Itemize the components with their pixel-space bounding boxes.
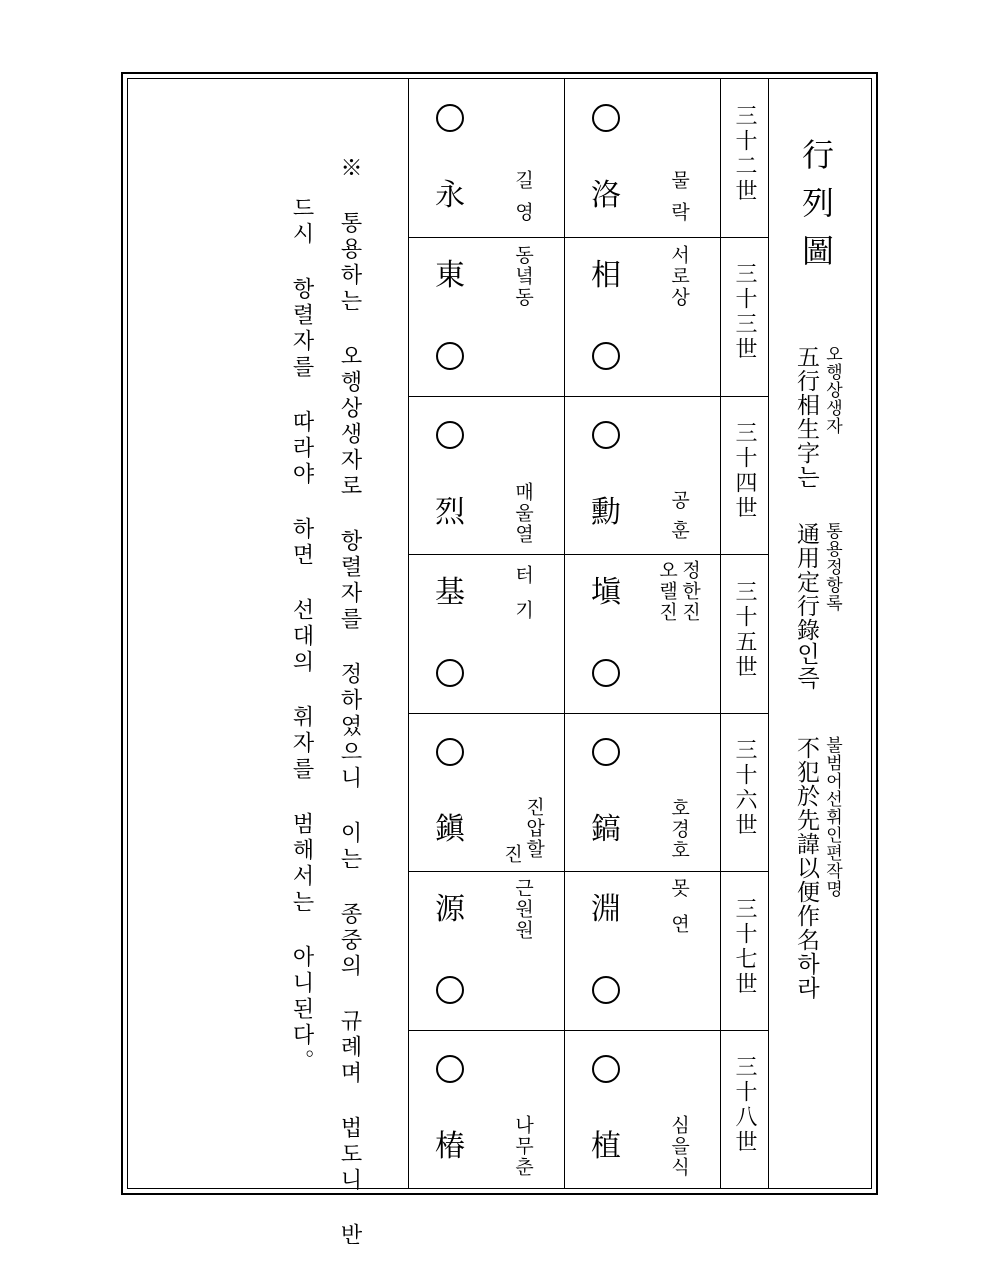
hanja-char: 東 bbox=[435, 258, 465, 293]
hanja-gloss: 락 bbox=[668, 202, 690, 223]
preface-reading: 불범어선휘인편작명 bbox=[822, 736, 842, 898]
empty-circle bbox=[592, 738, 620, 766]
grid-line bbox=[408, 396, 768, 397]
hanja-gloss: 서로상 bbox=[668, 245, 690, 308]
hanja-gloss: 공 bbox=[668, 490, 690, 511]
preface-text: 不犯於先諱以便作名하라 bbox=[793, 736, 819, 1000]
hanja-gloss: 길 bbox=[512, 170, 534, 191]
empty-circle bbox=[436, 659, 464, 687]
generation-label: 三十三世 bbox=[732, 262, 757, 362]
hanja-gloss: 훈 bbox=[668, 520, 690, 541]
empty-circle bbox=[436, 342, 464, 370]
empty-circle bbox=[436, 104, 464, 132]
hanja-gloss: 진 bbox=[501, 844, 523, 865]
hanja-gloss: 기 bbox=[512, 600, 534, 621]
empty-circle bbox=[592, 659, 620, 687]
hanja-char: 塡 bbox=[591, 575, 621, 610]
page-title: 行列圖 bbox=[797, 138, 835, 282]
hanja-gloss: 연 bbox=[668, 914, 690, 935]
grid-line bbox=[768, 79, 769, 1188]
preface-text: 通用定行錄인즉 bbox=[793, 522, 819, 690]
empty-circle bbox=[592, 342, 620, 370]
empty-circle bbox=[436, 738, 464, 766]
hanja-gloss: 심을식 bbox=[668, 1115, 690, 1178]
empty-circle bbox=[436, 421, 464, 449]
empty-circle bbox=[592, 421, 620, 449]
hanja-gloss: 터 bbox=[512, 565, 534, 586]
hanja-gloss: 호경호 bbox=[668, 798, 690, 861]
hanja-gloss: 영 bbox=[512, 202, 534, 223]
grid-line bbox=[564, 79, 565, 1188]
grid-line bbox=[408, 554, 768, 555]
generation-label: 三十六世 bbox=[732, 738, 757, 838]
hanja-gloss: 못 bbox=[668, 878, 690, 899]
generation-label: 三十八世 bbox=[732, 1055, 757, 1155]
preface-reading: 오행상생자 bbox=[822, 345, 842, 435]
hanja-char: 烈 bbox=[435, 495, 465, 530]
hanja-char: 椿 bbox=[435, 1129, 465, 1164]
hanja-char: 基 bbox=[435, 575, 465, 610]
hanja-char: 洛 bbox=[591, 178, 621, 213]
generation-label: 三十七世 bbox=[732, 897, 757, 997]
hanja-gloss: 진압할 bbox=[523, 797, 545, 860]
grid-line bbox=[408, 871, 768, 872]
hanja-char: 相 bbox=[591, 258, 621, 293]
empty-circle bbox=[436, 1055, 464, 1083]
hanja-char: 鎬 bbox=[591, 812, 621, 847]
generation-label: 三十五世 bbox=[732, 580, 757, 680]
hanja-gloss: 나무춘 bbox=[512, 1115, 534, 1178]
grid-line bbox=[408, 79, 409, 1188]
generation-label: 三十四世 bbox=[732, 421, 757, 521]
hanja-gloss: 매울열 bbox=[512, 482, 534, 545]
empty-circle bbox=[592, 1055, 620, 1083]
grid-line bbox=[408, 1030, 768, 1031]
hanja-gloss: 정한진 bbox=[679, 560, 701, 623]
empty-circle bbox=[592, 104, 620, 132]
hanja-char: 永 bbox=[435, 178, 465, 213]
grid-line bbox=[408, 237, 768, 238]
hanja-char: 淵 bbox=[591, 892, 621, 927]
inner-frame bbox=[127, 78, 872, 1189]
hanja-char: 源 bbox=[435, 892, 465, 927]
note-line: ※ 통용하는 오행상생자로 항렬자를 정하였으니 이는 종중의 규례며 법도니 반 bbox=[337, 156, 362, 1249]
grid-line bbox=[408, 713, 768, 714]
generation-label: 三十二世 bbox=[732, 104, 757, 204]
hanja-gloss: 동녘동 bbox=[512, 245, 534, 308]
hanja-gloss: 근원원 bbox=[512, 878, 534, 941]
hanja-char: 鎭 bbox=[435, 812, 465, 847]
note-line: 드시 항렬자를 따라야 하면 선대의 휘자를 범해서는 아니된다。 bbox=[289, 196, 314, 1075]
hanja-char: 勳 bbox=[591, 495, 621, 530]
empty-circle bbox=[436, 976, 464, 1004]
grid-line bbox=[720, 79, 721, 1188]
hanja-gloss: 오랠진 bbox=[656, 560, 678, 623]
preface-text: 五行相生字는 bbox=[793, 345, 819, 489]
preface-reading: 통용정항록 bbox=[822, 522, 842, 612]
empty-circle bbox=[592, 976, 620, 1004]
hanja-gloss: 물 bbox=[668, 170, 690, 191]
hanja-char: 植 bbox=[591, 1129, 621, 1164]
